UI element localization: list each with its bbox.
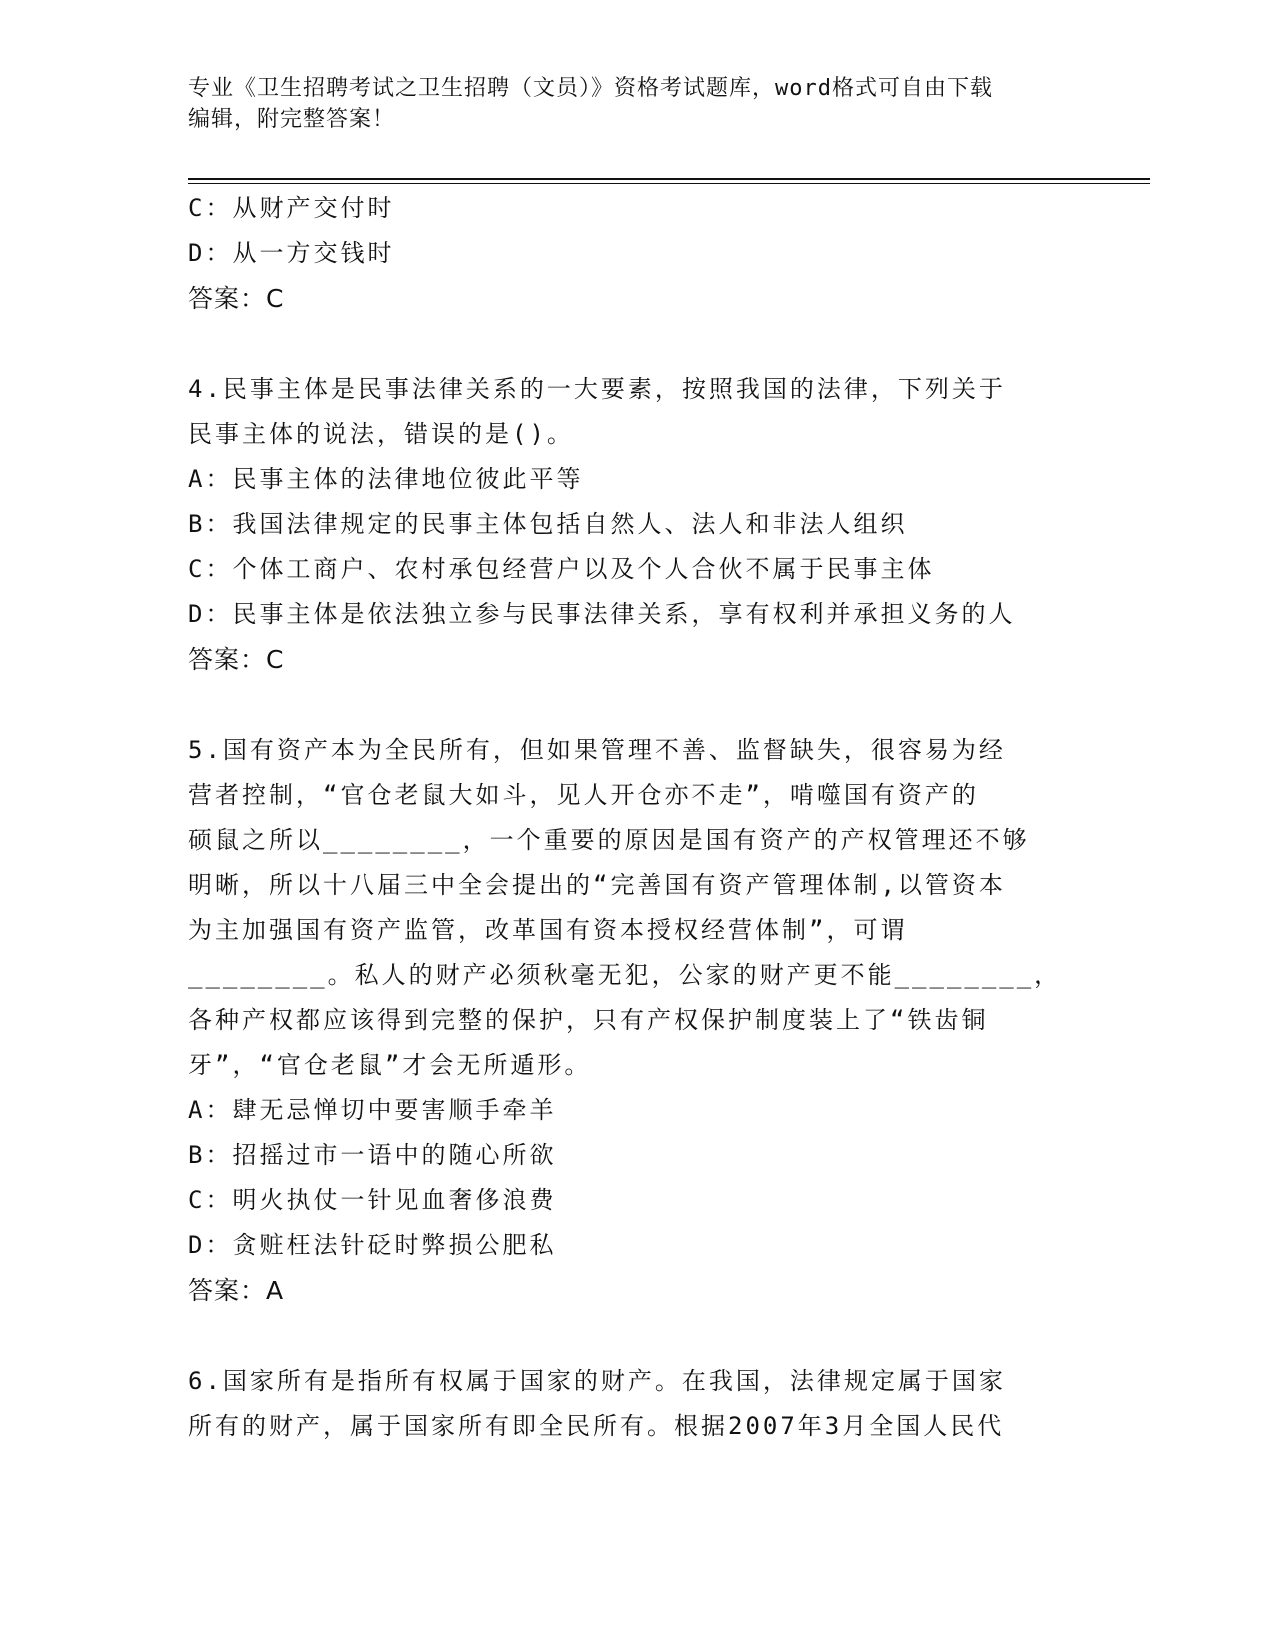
header-rule-thin <box>188 183 1150 184</box>
option-d: D：民事主体是依法独立参与民事法律关系，享有权利并承担义务的人 <box>188 600 1016 628</box>
document-body <box>188 186 1088 1449</box>
question-stem-line: 牙”，“官仓老鼠”才会无所遁形。 <box>188 1051 592 1079</box>
header-rule-thick <box>188 178 1150 180</box>
question-stem-line: 各种产权都应该得到完整的保护，只有产权保护制度装上了“铁齿铜 <box>188 1006 989 1034</box>
option-a: A：民事主体的法律地位彼此平等 <box>188 465 584 493</box>
option-d: D：贪赃枉法针砭时弊损公肥私 <box>188 1231 557 1259</box>
spacer <box>188 682 1088 728</box>
option-d: D：从一方交钱时 <box>188 239 395 267</box>
question-stem-line: 硕鼠之所以________，一个重要的原因是国有资产的产权管理还不够 <box>188 826 1030 854</box>
question-stem-line: 5.国有资产本为全民所有，但如果管理不善、监督缺失，很容易为经 <box>188 736 1006 764</box>
answer-line: 答案：C <box>188 284 285 313</box>
question-stem-line: 明晰，所以十八届三中全会提出的“完善国有资产管理体制,以管资本 <box>188 871 1006 899</box>
spacer <box>188 1313 1088 1359</box>
question-stem-line: 民事主体的说法，错误的是()。 <box>188 420 574 448</box>
question-stem-line: 6.国家所有是指所有权属于国家的财产。在我国，法律规定属于国家 <box>188 1367 1006 1395</box>
option-c: C：从财产交付时 <box>188 194 395 222</box>
spacer <box>188 321 1088 367</box>
answer-line: 答案：C <box>188 645 285 674</box>
question-stem-line: 所有的财产，属于国家所有即全民所有。根据2007年3月全国人民代 <box>188 1412 1005 1440</box>
option-c: C：个体工商户、农村承包经营户以及个人合伙不属于民事主体 <box>188 555 935 583</box>
header-line-1: 专业《卫生招聘考试之卫生招聘（文员）》资格考试题库，word格式可自由下载 <box>188 76 993 101</box>
question-4 <box>188 367 1088 682</box>
answer-line: 答案：A <box>188 1276 285 1305</box>
option-c: C：明火执仗一针见血奢侈浪费 <box>188 1186 557 1214</box>
question-stem-line: 营者控制，“官仓老鼠大如斗，见人开仓亦不走”，啃噬国有资产的 <box>188 781 979 809</box>
question-stem-line: ________。私人的财产必须秋毫无犯，公家的财产更不能________， <box>188 961 1062 989</box>
header-line-2: 编辑，附完整答案！ <box>188 107 396 132</box>
option-b: B：我国法律规定的民事主体包括自然人、法人和非法人组织 <box>188 510 908 538</box>
question-stem-line: 为主加强国有资产监管，改革国有资本授权经营体制”，可谓 <box>188 916 908 944</box>
option-b: B：招摇过市一语中的随心所欲 <box>188 1141 557 1169</box>
document-header <box>188 73 1088 135</box>
question-stem-line: 4.民事主体是民事法律关系的一大要素，按照我国的法律，下列关于 <box>188 375 1006 403</box>
question-6 <box>188 1359 1088 1449</box>
question-5 <box>188 728 1088 1313</box>
question-3 <box>188 186 1088 321</box>
option-a: A：肆无忌惮切中要害顺手牵羊 <box>188 1096 557 1124</box>
